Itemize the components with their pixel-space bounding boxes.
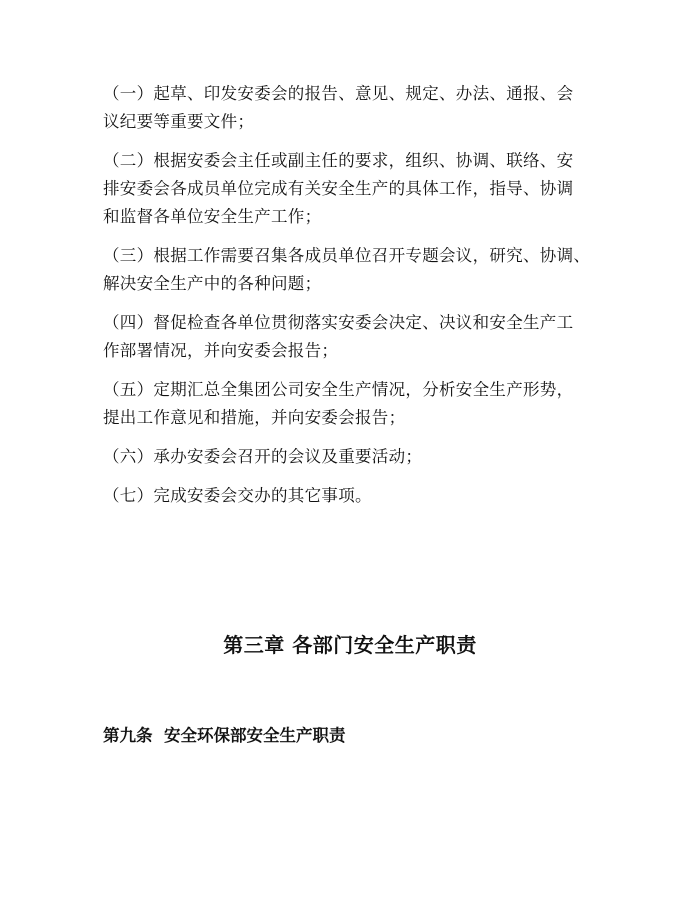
duty-item-5 (103, 376, 623, 432)
duty-item-4 (103, 309, 623, 365)
duty-item-line: 作部署情况，并向安委会报告； (103, 341, 339, 360)
duty-item-7 (103, 482, 623, 510)
duty-item-line: （四）督促检查各单位贯彻落实安委会决定、决议和安全生产工 (103, 313, 574, 332)
chapter-title: 第三章 各部门安全生产职责 (223, 633, 477, 657)
article-title: 第九条 安全环保部安全生产职责 (103, 726, 346, 745)
duty-item-2 (103, 147, 623, 231)
duty-item-line: 提出工作意见和措施，并向安委会报告； (103, 408, 406, 427)
duty-item-3 (103, 242, 623, 298)
duty-item-line: （五）定期汇总全集团公司安全生产情况，分析安全生产形势， (103, 380, 574, 399)
duty-item-line: 议纪要等重要文件； (103, 112, 255, 131)
duty-item-line: （一）起草、印发安委会的报告、意见、规定、办法、通报、会 (103, 84, 574, 103)
duty-item-line: 解决安全生产中的各种问题； (103, 274, 322, 293)
duty-item-line: （三）根据工作需要召集各成员单位召开专题会议，研究、协调、 (103, 246, 591, 265)
duty-item-6 (103, 443, 623, 471)
duty-item-line: （七）完成安委会交办的其它事项。 (103, 486, 372, 505)
duty-item-line: （二）根据安委会主任或副主任的要求，组织、协调、联络、安 (103, 151, 574, 170)
duty-item-line: 和监督各单位安全生产工作； (103, 207, 322, 226)
duty-item-line: （六）承办安委会召开的会议及重要活动； (103, 447, 423, 466)
duty-item-1 (103, 80, 623, 136)
duty-list (103, 80, 623, 521)
duty-item-line: 排安委会各成员单位完成有关安全生产的具体工作，指导、协调 (103, 179, 574, 198)
